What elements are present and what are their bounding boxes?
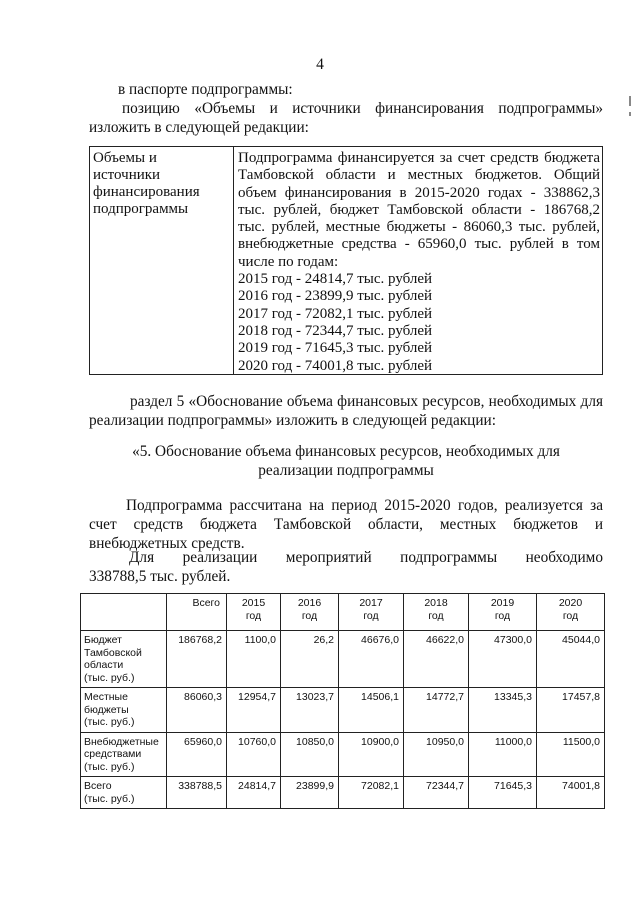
section-heading-line-1: «5. Обоснование объема финансовых ресурсов, необходимых для — [132, 443, 560, 460]
value-cell: 23899,9 — [281, 777, 339, 809]
financing-description — [238, 150, 600, 375]
intro-line-1: в паспорте подпрограммы: — [118, 81, 293, 98]
financing-label — [93, 150, 231, 218]
value-cell: 24814,7 — [227, 777, 281, 809]
row-label: Внебюджетные средствами (тыс. руб.) — [81, 732, 167, 777]
financing-table — [89, 146, 603, 375]
table-divider — [233, 147, 234, 374]
table-row — [81, 688, 605, 733]
value-cell: 10900,0 — [339, 732, 404, 777]
label-line: финансирования — [93, 184, 200, 200]
body-p1-line-1: Подпрограмма рассчитана на период 2015-2020 годов, реализуется за — [126, 497, 603, 514]
column-header: 2018 год — [404, 594, 469, 631]
value-cell: 13023,7 — [281, 688, 339, 733]
value-cell: 72082,1 — [339, 777, 404, 809]
desc-line: тыс. рублей, местные бюджеты - 86060,3 тыс. рублей, — [238, 219, 600, 236]
column-header: 2015 год — [227, 594, 281, 631]
value-cell: 71645,3 — [469, 777, 537, 809]
page-number: 4 — [316, 56, 324, 73]
value-cell: 46622,0 — [404, 631, 469, 688]
column-header: Всего — [167, 594, 227, 631]
value-cell: 17457,8 — [537, 688, 605, 733]
column-header: 2019 год — [469, 594, 537, 631]
desc-line: Подпрограмма финансируется за счет средств бюджета — [238, 150, 600, 166]
value-cell: 74001,8 — [537, 777, 605, 809]
value-cell: 12954,7 — [227, 688, 281, 733]
year-line: 2017 год - 72082,1 тыс. рублей — [238, 305, 433, 322]
table-header-row — [81, 594, 605, 631]
body-p1-line-3: внебюджетных средств. — [89, 535, 245, 552]
desc-line: объем финансирования в 2015-2020 годах - 338862,3 — [238, 184, 600, 201]
row-label: Бюджет Тамбовской области (тыс. руб.) — [81, 631, 167, 688]
section-heading-line-2: реализации подпрограммы — [258, 462, 434, 479]
body-p2-line-1: Для реализации мероприятий подпрограммы необходимо — [129, 549, 603, 566]
column-header: 2016 год — [281, 594, 339, 631]
value-cell: 13345,3 — [469, 688, 537, 733]
desc-line: внебюджетные средства - 65960,0 тыс. рублей в том — [238, 236, 600, 253]
value-cell: 14506,1 — [339, 688, 404, 733]
year-line: 2015 год - 24814,7 тыс. рублей — [238, 271, 433, 288]
desc-line: числе по годам: — [238, 253, 339, 270]
table-row — [81, 777, 605, 809]
value-cell: 338788,5 — [167, 777, 227, 809]
table-row — [81, 732, 605, 777]
scan-mark — [629, 112, 631, 116]
value-cell: 10950,0 — [404, 732, 469, 777]
value-cell: 86060,3 — [167, 688, 227, 733]
year-line: 2016 год - 23899,9 тыс. рублей — [238, 288, 433, 305]
value-cell: 46676,0 — [339, 631, 404, 688]
desc-line: тыс. рублей, бюджет Тамбовской области - 186768,2 — [238, 201, 600, 218]
section5-line-2: реализации подпрограммы» изложить в следующей редакции: — [89, 412, 496, 429]
value-cell: 65960,0 — [167, 732, 227, 777]
value-cell: 45044,0 — [537, 631, 605, 688]
body-p2-line-2: 338788,5 тыс. рублей. — [89, 568, 231, 585]
column-header: 2020 год — [537, 594, 605, 631]
desc-line: Тамбовской области и местных бюджетов. Общий — [238, 167, 600, 184]
scan-mark — [629, 96, 631, 106]
row-label: Местные бюджеты (тыс. руб.) — [81, 688, 167, 733]
value-cell: 1100,0 — [227, 631, 281, 688]
label-line: Объемы и — [93, 150, 157, 166]
row-label: Всего (тыс. руб.) — [81, 777, 167, 809]
body-p1-line-2: счет средств бюджета Тамбовской области, местных бюджетов и — [89, 516, 603, 533]
label-line: подпрограммы — [93, 201, 189, 217]
year-line: 2019 год - 71645,3 тыс. рублей — [238, 340, 433, 357]
label-line: источники — [93, 167, 161, 183]
column-header: 2017 год — [339, 594, 404, 631]
value-cell: 14772,7 — [404, 688, 469, 733]
value-cell: 47300,0 — [469, 631, 537, 688]
year-line: 2018 год - 72344,7 тыс. рублей — [238, 322, 433, 339]
value-cell: 10850,0 — [281, 732, 339, 777]
budget-table — [80, 593, 605, 809]
value-cell: 72344,7 — [404, 777, 469, 809]
value-cell: 11000,0 — [469, 732, 537, 777]
value-cell: 186768,2 — [167, 631, 227, 688]
value-cell: 10760,0 — [227, 732, 281, 777]
intro-line-3: изложить в следующей редакции: — [89, 119, 309, 136]
value-cell: 11500,0 — [537, 732, 605, 777]
section5-line-1: раздел 5 «Обоснование объема финансовых ресурсов, необходимых для — [130, 393, 603, 410]
column-header — [81, 594, 167, 631]
year-line: 2020 год - 74001,8 тыс. рублей — [238, 357, 433, 374]
value-cell: 26,2 — [281, 631, 339, 688]
intro-line-2: позицию «Объемы и источники финансирования подпрограммы» — [122, 100, 603, 117]
table-row — [81, 631, 605, 688]
